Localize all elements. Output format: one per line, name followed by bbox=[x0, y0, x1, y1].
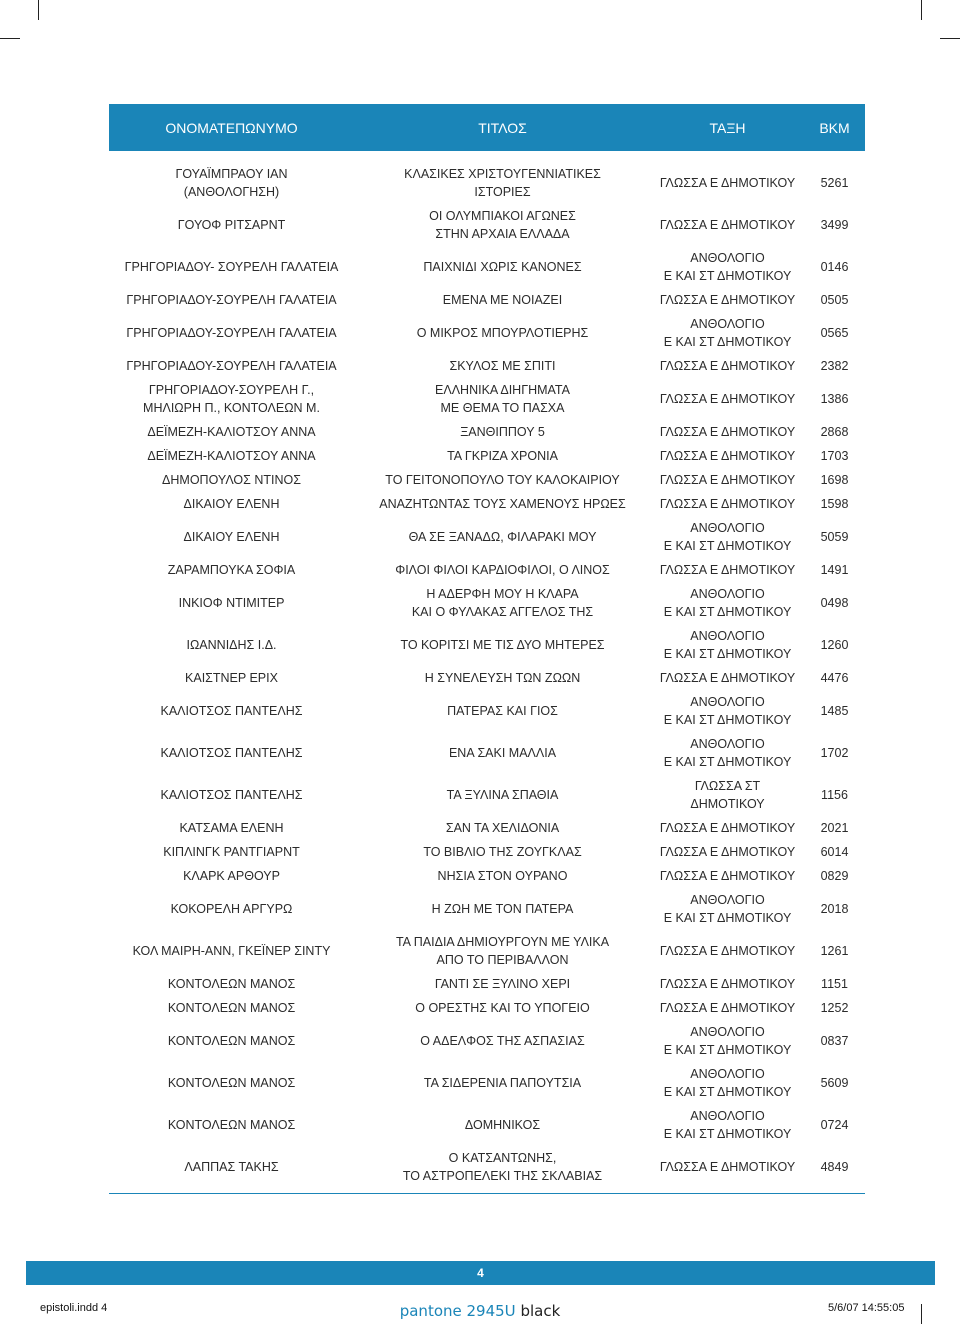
cell-class: ΑΝΘΟΛΟΓΙΟ Ε ΚΑΙ ΣΤ ΔΗΜΟΤΙΚΟΥ bbox=[663, 521, 792, 553]
cell-title: Ο ΜΙΚΡΟΣ ΜΠΟΥΡΛΟΤΙΕΡΗΣ bbox=[416, 326, 589, 340]
header-name: ΟΝΟΜΑΤΕΠΩΝΥΜΟ bbox=[109, 104, 354, 151]
cell-class: ΑΝΘΟΛΟΓΙΟ Ε ΚΑΙ ΣΤ ΔΗΜΟΤΙΚΟΥ bbox=[663, 893, 792, 925]
cell-title: ΤΟ ΚΟΡΙΤΣΙ ΜΕ ΤΙΣ ΔΥΟ ΜΗΤΕΡΕΣ bbox=[400, 638, 605, 652]
cell-title: ΓΑΝΤΙ ΣΕ ΞΥΛΙΝΟ ΧΕΡΙ bbox=[434, 977, 571, 991]
cell-class: ΓΛΩΣΣΑ Ε ΔΗΜΟΤΙΚΟΥ bbox=[659, 449, 796, 463]
table-row bbox=[109, 690, 865, 732]
table-row bbox=[109, 888, 865, 930]
table-row bbox=[109, 516, 865, 558]
cell-title: Η ΑΔΕΡΦΗ ΜΟΥ Η ΚΛΑΡΑ ΚΑΙ Ο ΦΥΛΑΚΑΣ ΑΓΓΕΛΟΣ ΤΗΣ bbox=[411, 587, 594, 619]
cell-bkm: 1491 bbox=[820, 563, 849, 577]
cell-bkm: 2868 bbox=[820, 425, 849, 439]
cell-title: ΝΗΣΙΑ ΣΤΟΝ ΟΥΡΑΝΟ bbox=[437, 869, 568, 883]
cell-bkm: 1260 bbox=[820, 638, 849, 652]
cell-title: ΤΑ ΓΚΡΙΖΑ ΧΡΟΝΙΑ bbox=[447, 449, 558, 463]
page-number-bar bbox=[26, 1261, 935, 1285]
table-row bbox=[109, 816, 865, 840]
pantone-ink2: black bbox=[520, 1302, 561, 1320]
cell-title: ΦΙΛΟΙ ΦΙΛΟΙ ΚΑΡΔΙΟΦΙΛΟΙ, Ο ΛΙΝΟΣ bbox=[395, 563, 610, 577]
cell-title: ΘΑ ΣΕ ΞΑΝΑΔΩ, ΦΙΛΑΡΑΚΙ ΜΟΥ bbox=[408, 530, 597, 544]
cell-name: ΚΑΛΙΟΤΣΟΣ ΠΑΝΤΕΛΗΣ bbox=[160, 746, 303, 760]
cell-bkm: 1702 bbox=[820, 746, 849, 760]
table-row bbox=[109, 732, 865, 774]
slug-filename: epistoli.indd 4 bbox=[40, 1302, 108, 1314]
cell-title: ΑΝΑΖΗΤΩΝΤΑΣ ΤΟΥΣ ΧΑΜΕΝΟΥΣ ΗΡΩΕΣ bbox=[379, 497, 626, 511]
cell-title: ΟΙ ΟΛΥΜΠΙΑΚΟΙ ΑΓΩΝΕΣ ΣΤΗΝ ΑΡΧΑΙΑ ΕΛΛΑΔΑ bbox=[429, 209, 576, 241]
table-row bbox=[109, 468, 865, 492]
cell-class: ΑΝΘΟΛΟΓΙΟ Ε ΚΑΙ ΣΤ ΔΗΜΟΤΙΚΟΥ bbox=[663, 1109, 792, 1141]
table-row bbox=[109, 1020, 865, 1062]
cell-class: ΓΛΩΣΣΑ Ε ΔΗΜΟΤΙΚΟΥ bbox=[659, 977, 796, 991]
cell-name: ΔΙΚΑΙΟΥ ΕΛΕΝΗ bbox=[183, 497, 280, 511]
table-row bbox=[109, 774, 865, 816]
cell-class: ΑΝΘΟΛΟΓΙΟ Ε ΚΑΙ ΣΤ ΔΗΜΟΤΙΚΟΥ bbox=[663, 1025, 792, 1057]
pantone-label bbox=[0, 1302, 960, 1320]
cell-bkm: 1698 bbox=[820, 473, 849, 487]
cell-name: ΚΙΠΛΙΝΓΚ ΡΑΝΤΓΙΑΡΝΤ bbox=[163, 845, 300, 859]
cell-bkm: 1261 bbox=[820, 944, 849, 958]
cell-bkm: 1485 bbox=[820, 704, 849, 718]
cell-class: ΑΝΘΟΛΟΓΙΟ Ε ΚΑΙ ΣΤ ΔΗΜΟΤΙΚΟΥ bbox=[663, 737, 792, 769]
cell-class: ΓΛΩΣΣΑ Ε ΔΗΜΟΤΙΚΟΥ bbox=[659, 1160, 796, 1174]
header-title: ΤΙΤΛΟΣ bbox=[354, 104, 651, 151]
cell-name: ΓΟΥΟΦ ΡΙΤΣΑΡΝΤ bbox=[177, 218, 286, 232]
cell-name: ΚΟΝΤΟΛΕΩΝ ΜΑΝΟΣ bbox=[167, 1076, 296, 1090]
cell-class: ΑΝΘΟΛΟΓΙΟ Ε ΚΑΙ ΣΤ ΔΗΜΟΤΙΚΟΥ bbox=[663, 629, 792, 661]
cell-title: Ο ΚΑΤΣΑΝΤΩΝΗΣ, ΤΟ ΑΣΤΡΟΠΕΛΕΚΙ ΤΗΣ ΣΚΛΑΒΙΑΣ bbox=[402, 1151, 603, 1183]
cell-bkm: 0565 bbox=[820, 326, 849, 340]
cell-name: ΔΗΜΟΠΟΥΛΟΣ ΝΤΙΝΟΣ bbox=[162, 473, 301, 487]
table-row bbox=[109, 151, 865, 204]
table-row bbox=[109, 582, 865, 624]
cell-name: ΚΑΛΙΟΤΣΟΣ ΠΑΝΤΕΛΗΣ bbox=[160, 788, 303, 802]
book-table bbox=[109, 104, 865, 1194]
cell-bkm: 1703 bbox=[820, 449, 849, 463]
cell-bkm: 0146 bbox=[820, 260, 849, 274]
cell-name: ΖΑΡΑΜΠΟΥΚΑ ΣΟΦΙΑ bbox=[167, 563, 296, 577]
table-row bbox=[109, 930, 865, 972]
cell-bkm: 4476 bbox=[820, 671, 849, 685]
cell-class: ΓΛΩΣΣΑ Ε ΔΗΜΟΤΙΚΟΥ bbox=[659, 293, 796, 307]
cell-class: ΓΛΩΣΣΑ Ε ΔΗΜΟΤΙΚΟΥ bbox=[659, 176, 796, 190]
cell-class: ΓΛΩΣΣΑ Ε ΔΗΜΟΤΙΚΟΥ bbox=[659, 671, 796, 685]
cell-class: ΑΝΘΟΛΟΓΙΟ Ε ΚΑΙ ΣΤ ΔΗΜΟΤΙΚΟΥ bbox=[663, 1067, 792, 1099]
cell-name: ΓΡΗΓΟΡΙΑΔΟΥ- ΣΟΥΡΕΛΗ ΓΑΛΑΤΕΙΑ bbox=[124, 260, 339, 274]
cell-class: ΑΝΘΟΛΟΓΙΟ Ε ΚΑΙ ΣΤ ΔΗΜΟΤΙΚΟΥ bbox=[663, 695, 792, 727]
cell-name: ΚΟΝΤΟΛΕΩΝ ΜΑΝΟΣ bbox=[167, 1034, 296, 1048]
crop-mark bbox=[921, 0, 922, 20]
slug-datetime: 5/6/07 14:55:05 bbox=[828, 1302, 905, 1314]
table-row bbox=[109, 312, 865, 354]
table-row bbox=[109, 246, 865, 288]
table-row bbox=[109, 558, 865, 582]
cell-title: ΤΑ ΠΑΙΔΙΑ ΔΗΜΙΟΥΡΓΟΥΝ ΜΕ ΥΛΙΚΑ ΑΠΟ ΤΟ ΠΕΡΙΒΑΛΛΟΝ bbox=[395, 935, 610, 967]
cell-title: ΕΛΛΗΝΙΚΑ ΔΙΗΓΗΜΑΤΑ ΜΕ ΘΕΜΑ ΤΟ ΠΑΣΧΑ bbox=[435, 383, 570, 415]
cell-bkm: 0498 bbox=[820, 596, 849, 610]
table-row bbox=[109, 666, 865, 690]
cell-bkm: 1151 bbox=[821, 977, 848, 991]
cell-class: ΓΛΩΣΣΑ Ε ΔΗΜΟΤΙΚΟΥ bbox=[659, 473, 796, 487]
cell-bkm: 4849 bbox=[820, 1160, 849, 1174]
table-row bbox=[109, 444, 865, 468]
table-row bbox=[109, 354, 865, 378]
header-bkm: ΒΚΜ bbox=[804, 104, 865, 151]
table-row bbox=[109, 1104, 865, 1146]
cell-name: ΙΩΑΝΝΙΔΗΣ Ι.Δ. bbox=[186, 638, 277, 652]
crop-mark bbox=[38, 0, 39, 20]
cell-class: ΓΛΩΣΣΑ Ε ΔΗΜΟΤΙΚΟΥ bbox=[659, 1001, 796, 1015]
cell-name: ΚΟΝΤΟΛΕΩΝ ΜΑΝΟΣ bbox=[167, 1118, 296, 1132]
cell-class: ΓΛΩΣΣΑ Ε ΔΗΜΟΤΙΚΟΥ bbox=[659, 425, 796, 439]
cell-name: ΔΕΪΜΕΖΗ-ΚΑΛΙΟΤΣΟΥ ΑΝΝΑ bbox=[147, 425, 316, 439]
cell-class: ΓΛΩΣΣΑ Ε ΔΗΜΟΤΙΚΟΥ bbox=[659, 359, 796, 373]
cell-class: ΑΝΘΟΛΟΓΙΟ Ε ΚΑΙ ΣΤ ΔΗΜΟΤΙΚΟΥ bbox=[663, 587, 792, 619]
cell-class: ΓΛΩΣΣΑ Ε ΔΗΜΟΤΙΚΟΥ bbox=[659, 392, 796, 406]
cell-name: ΚΑΛΙΟΤΣΟΣ ΠΑΝΤΕΛΗΣ bbox=[160, 704, 303, 718]
cell-title: ΤΟ ΓΕΙΤΟΝΟΠΟΥΛΟ ΤΟΥ ΚΑΛΟΚΑΙΡΙΟΥ bbox=[385, 473, 620, 487]
cell-title: Ο ΑΔΕΛΦΟΣ ΤΗΣ ΑΣΠΑΣΙΑΣ bbox=[420, 1034, 585, 1048]
cell-class: ΓΛΩΣΣΑ Ε ΔΗΜΟΤΙΚΟΥ bbox=[659, 218, 796, 232]
cell-name: ΓΡΗΓΟΡΙΑΔΟΥ-ΣΟΥΡΕΛΗ Γ., ΜΗΛΙΩΡΗ Π., ΚΟΝΤΟΛΕΩΝ Μ. bbox=[143, 383, 320, 415]
cell-bkm: 5261 bbox=[820, 176, 849, 190]
cell-title: ΕΝΑ ΣΑΚΙ ΜΑΛΛΙΑ bbox=[448, 746, 557, 760]
cell-title: ΔΟΜΗΝΙΚΟΣ bbox=[464, 1118, 541, 1132]
cell-name: ΚΛΑΡΚ ΑΡΘΟΥΡ bbox=[183, 869, 280, 883]
table-row bbox=[109, 624, 865, 666]
table-row bbox=[109, 204, 865, 246]
cell-bkm: 2021 bbox=[820, 821, 849, 835]
cell-class: ΓΛΩΣΣΑ Ε ΔΗΜΟΤΙΚΟΥ bbox=[659, 563, 796, 577]
cell-name: ΓΡΗΓΟΡΙΑΔΟΥ-ΣΟΥΡΕΛΗ ΓΑΛΑΤΕΙΑ bbox=[126, 326, 337, 340]
cell-name: ΚΟΚΟΡΕΛΗ ΑΡΓΥΡΩ bbox=[170, 902, 293, 916]
cell-class: ΑΝΘΟΛΟΓΙΟ Ε ΚΑΙ ΣΤ ΔΗΜΟΤΙΚΟΥ bbox=[663, 251, 792, 283]
table-row bbox=[109, 492, 865, 516]
table-header-row bbox=[109, 104, 865, 151]
cell-bkm: 1386 bbox=[820, 392, 849, 406]
cell-class: ΑΝΘΟΛΟΓΙΟ Ε ΚΑΙ ΣΤ ΔΗΜΟΤΙΚΟΥ bbox=[663, 317, 792, 349]
cell-class: ΓΛΩΣΣΑ Ε ΔΗΜΟΤΙΚΟΥ bbox=[659, 845, 796, 859]
cell-bkm: 2382 bbox=[820, 359, 849, 373]
pantone-ink1: pantone 2945U bbox=[399, 1302, 516, 1320]
cell-title: Ο ΟΡΕΣΤΗΣ ΚΑΙ ΤΟ ΥΠΟΓΕΙΟ bbox=[415, 1001, 590, 1015]
cell-class: ΓΛΩΣΣΑ Ε ΔΗΜΟΤΙΚΟΥ bbox=[659, 497, 796, 511]
cell-class: ΓΛΩΣΣΑ Ε ΔΗΜΟΤΙΚΟΥ bbox=[659, 944, 796, 958]
cell-title: ΤΑ ΣΙΔΕΡΕΝΙΑ ΠΑΠΟΥΤΣΙΑ bbox=[423, 1076, 582, 1090]
cell-bkm: 0837 bbox=[820, 1034, 849, 1048]
table-row bbox=[109, 378, 865, 420]
table-row bbox=[109, 840, 865, 864]
cell-bkm: 6014 bbox=[820, 845, 849, 859]
cell-bkm: 1598 bbox=[820, 497, 849, 511]
cell-name: ΚΟΛ ΜΑΙΡΗ-ΑΝΝ, ΓΚΕΪΝΕΡ ΣΙΝΤΥ bbox=[132, 944, 331, 958]
cell-name: ΙΝΚΙΟΦ ΝΤΙΜΙΤΕΡ bbox=[178, 596, 285, 610]
cell-bkm: 3499 bbox=[820, 218, 849, 232]
table-row bbox=[109, 1062, 865, 1104]
cell-title: ΞΑΝΘΙΠΠΟΥ 5 bbox=[460, 425, 545, 439]
cell-name: ΚΑΙΣΤΝΕΡ ΕΡΙΧ bbox=[185, 671, 278, 685]
cell-title: Η ΣΥΝΕΛΕΥΣΗ ΤΩΝ ΖΩΩΝ bbox=[424, 671, 581, 685]
table-row bbox=[109, 996, 865, 1020]
header-class: ΤΑΞΗ bbox=[651, 104, 804, 151]
cell-bkm: 0829 bbox=[820, 869, 849, 883]
cell-title: ΕΜΕΝΑ ΜΕ ΝΟΙΑΖΕΙ bbox=[442, 293, 563, 307]
cell-title: ΤΟ ΒΙΒΛΙΟ ΤΗΣ ΖΟΥΓΚΛΑΣ bbox=[423, 845, 582, 859]
table-row bbox=[109, 972, 865, 996]
cell-class: ΓΛΩΣΣΑ Ε ΔΗΜΟΤΙΚΟΥ bbox=[659, 821, 796, 835]
cell-title: ΚΛΑΣΙΚΕΣ ΧΡΙΣΤΟΥΓΕΝΝΙΑΤΙΚΕΣ ΙΣΤΟΡΙΕΣ bbox=[404, 167, 601, 199]
cell-title: Η ΖΩΗ ΜΕ ΤΟΝ ΠΑΤΕΡΑ bbox=[431, 902, 574, 916]
cell-title: ΠΑΙΧΝΙΔΙ ΧΩΡΙΣ ΚΑΝΟΝΕΣ bbox=[423, 260, 582, 274]
cell-name: ΓΡΗΓΟΡΙΑΔΟΥ-ΣΟΥΡΕΛΗ ΓΑΛΑΤΕΙΑ bbox=[126, 293, 337, 307]
cell-title: ΣΚΥΛΟΣ ΜΕ ΣΠΙΤΙ bbox=[449, 359, 556, 373]
cell-name: ΔΕΪΜΕΖΗ-ΚΑΛΙΟΤΣΟΥ ΑΝΝΑ bbox=[147, 449, 316, 463]
table-row bbox=[109, 864, 865, 888]
table-row bbox=[109, 288, 865, 312]
cell-name: ΛΑΠΠΑΣ ΤΑΚΗΣ bbox=[184, 1160, 279, 1174]
cell-bkm: 5059 bbox=[820, 530, 849, 544]
cell-bkm: 2018 bbox=[820, 902, 849, 916]
page-number: 4 bbox=[477, 1266, 484, 1280]
cell-name: ΓΟΥΑΪΜΠΡΑΟΥ ΙΑΝ (ΑΝΘΟΛΟΓΗΣΗ) bbox=[175, 167, 288, 199]
cell-name: ΚΟΝΤΟΛΕΩΝ ΜΑΝΟΣ bbox=[167, 1001, 296, 1015]
cell-name: ΚΑΤΣΑΜΑ ΕΛΕΝΗ bbox=[179, 821, 284, 835]
crop-mark bbox=[0, 38, 20, 39]
cell-bkm: 1156 bbox=[821, 788, 848, 802]
cell-name: ΔΙΚΑΙΟΥ ΕΛΕΝΗ bbox=[183, 530, 280, 544]
cell-title: ΤΑ ΞΥΛΙΝΑ ΣΠΑΘΙΑ bbox=[446, 788, 559, 802]
cell-class: ΓΛΩΣΣΑ ΣΤ ΔΗΜΟΤΙΚΟΥ bbox=[690, 779, 765, 811]
table-row bbox=[109, 420, 865, 444]
cell-class: ΓΛΩΣΣΑ Ε ΔΗΜΟΤΙΚΟΥ bbox=[659, 869, 796, 883]
cell-bkm: 0724 bbox=[820, 1118, 849, 1132]
cell-bkm: 0505 bbox=[820, 293, 849, 307]
cell-name: ΓΡΗΓΟΡΙΑΔΟΥ-ΣΟΥΡΕΛΗ ΓΑΛΑΤΕΙΑ bbox=[126, 359, 337, 373]
cell-title: ΣΑΝ ΤΑ ΧΕΛΙΔΟΝΙΑ bbox=[445, 821, 560, 835]
cell-bkm: 5609 bbox=[820, 1076, 849, 1090]
cell-name: ΚΟΝΤΟΛΕΩΝ ΜΑΝΟΣ bbox=[167, 977, 296, 991]
cell-title: ΠΑΤΕΡΑΣ ΚΑΙ ΓΙΟΣ bbox=[447, 704, 558, 718]
crop-mark bbox=[940, 38, 960, 39]
cell-bkm: 1252 bbox=[820, 1001, 849, 1015]
table-row bbox=[109, 1146, 865, 1194]
